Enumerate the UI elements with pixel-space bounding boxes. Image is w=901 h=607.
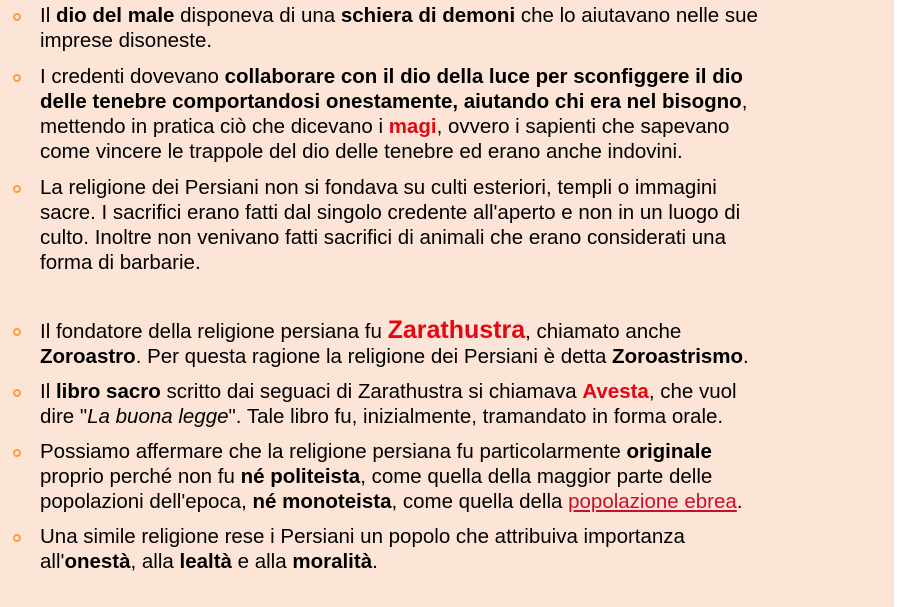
text-line bbox=[40, 64, 886, 89]
bold-text: né monoteista bbox=[252, 490, 392, 513]
ring-bullet-icon bbox=[13, 185, 21, 193]
text-line bbox=[40, 344, 886, 369]
text-run: , chiamato anche bbox=[525, 320, 682, 343]
bold-text: libro sacro bbox=[55, 380, 161, 403]
text-line bbox=[40, 175, 886, 200]
text-line bbox=[40, 404, 886, 429]
text-line bbox=[40, 114, 886, 139]
text-run: popolazioni dell'epoca, bbox=[40, 490, 253, 513]
text-run: , ovvero i sapienti che sapevano bbox=[436, 115, 730, 138]
ring-bullet-icon bbox=[13, 389, 21, 397]
text-run: sacre. I sacrifici erano fatti dal singolo credente all'aperto e non in un luogo di bbox=[40, 201, 741, 224]
bullet-text bbox=[40, 64, 886, 164]
text-run: e alla bbox=[231, 550, 293, 573]
text-line bbox=[40, 489, 886, 514]
bold-text: collaborare con il dio della luce per sconfiggere il dio bbox=[224, 65, 743, 88]
text-link[interactable]: popolazione ebrea bbox=[568, 490, 737, 513]
text-run: Il bbox=[40, 4, 56, 27]
text-run: , che vuol bbox=[648, 380, 737, 403]
highlighted-term: magi bbox=[388, 115, 437, 138]
text-run: scritto dai seguaci di Zarathustra si chiamava bbox=[160, 380, 583, 403]
bold-text: schiera di demoni bbox=[340, 4, 516, 27]
bold-text: né politeista bbox=[240, 465, 361, 488]
text-line bbox=[40, 318, 886, 344]
ring-bullet-icon bbox=[13, 534, 21, 542]
bullet-text bbox=[40, 318, 886, 369]
bold-text: onestà bbox=[64, 550, 131, 573]
italic-text: La buona legge bbox=[87, 405, 229, 428]
text-run: La religione dei Persiani non si fondava su culti esteriori, templi o immagini bbox=[40, 176, 717, 199]
text-run: culto. Inoltre non venivano fatti sacrifici di animali che erano considerati una bbox=[40, 226, 726, 249]
text-run: forma di barbarie. bbox=[40, 251, 201, 274]
text-run: . bbox=[743, 345, 749, 368]
ring-bullet-icon bbox=[13, 74, 21, 82]
bullet-text bbox=[40, 379, 886, 429]
bullet-text bbox=[40, 175, 886, 275]
text-run: . Per questa ragione la religione dei Persiani è detta bbox=[135, 345, 613, 368]
bullet-text bbox=[40, 3, 886, 53]
text-line bbox=[40, 439, 886, 464]
text-run: . bbox=[372, 550, 378, 573]
ring-bullet-icon bbox=[13, 449, 21, 457]
text-line bbox=[40, 225, 886, 250]
bold-text: Zoroastro bbox=[40, 345, 136, 368]
text-line bbox=[40, 379, 886, 404]
text-line bbox=[40, 250, 886, 275]
text-run: come vincere le trappole del dio delle tenebre ed erano anche indovini. bbox=[40, 140, 683, 163]
bold-text: Zoroastrismo bbox=[612, 345, 744, 368]
window-edge bbox=[893, 0, 901, 607]
text-run: , alla bbox=[130, 550, 180, 573]
bold-text: moralità bbox=[292, 550, 373, 573]
text-run: imprese disoneste. bbox=[40, 29, 213, 52]
text-line bbox=[40, 549, 886, 574]
text-run: Il fondatore della religione persiana fu bbox=[40, 320, 388, 343]
text-run: dire " bbox=[40, 405, 88, 428]
bullet-text bbox=[40, 524, 886, 574]
text-run: ". Tale libro fu, inizialmente, tramandato in forma orale. bbox=[228, 405, 724, 428]
text-run: all' bbox=[40, 550, 65, 573]
text-run: Una simile religione rese i Persiani un popolo che attribuiva importanza bbox=[40, 525, 685, 548]
text-run: . bbox=[736, 490, 743, 513]
text-line bbox=[40, 89, 886, 114]
bold-text: dio del male bbox=[55, 4, 175, 27]
text-line bbox=[40, 28, 886, 53]
text-line bbox=[40, 200, 886, 225]
text-line bbox=[40, 524, 886, 549]
text-run: I credenti dovevano bbox=[40, 65, 225, 88]
bullet-text bbox=[40, 439, 886, 514]
ring-bullet-icon bbox=[13, 328, 21, 336]
text-line bbox=[40, 139, 886, 164]
text-line bbox=[40, 3, 886, 28]
bold-text: originale bbox=[626, 440, 712, 463]
text-run: che lo aiutavano nelle sue bbox=[515, 4, 758, 27]
ring-bullet-icon bbox=[13, 13, 21, 21]
text-line bbox=[40, 464, 886, 489]
highlighted-name: Zarathustra bbox=[387, 316, 526, 344]
text-run: disponeva di una bbox=[174, 4, 341, 27]
highlighted-term: Avesta bbox=[582, 380, 649, 403]
text-run: , bbox=[741, 90, 748, 113]
bold-text: lealtà bbox=[179, 550, 232, 573]
bold-text: delle tenebre comportandosi onestamente, aiutando chi era nel bisogno bbox=[40, 90, 742, 113]
text-run: , come quella della bbox=[391, 490, 569, 513]
text-run: , come quella della maggior parte delle bbox=[360, 465, 713, 488]
text-run: Possiamo affermare che la religione persiana fu particolarmente bbox=[40, 440, 627, 463]
text-run: proprio perché non fu bbox=[40, 465, 241, 488]
text-run: mettendo in pratica ciò che dicevano i bbox=[40, 115, 389, 138]
text-run: Il bbox=[40, 380, 56, 403]
